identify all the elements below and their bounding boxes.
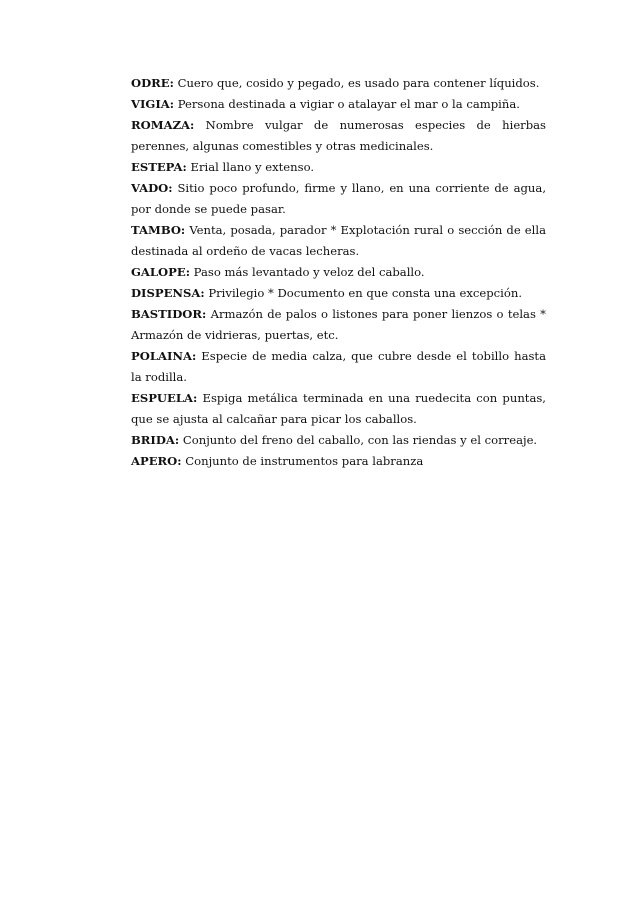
entry-term: APERO: xyxy=(131,454,182,468)
glossary-entry-estepa xyxy=(131,157,546,178)
entry-definition: Conjunto de instrumentos para labranza xyxy=(185,454,424,468)
entry-definition: Privilegio * Documento en que consta una excepción. xyxy=(208,286,523,300)
glossary-entry-espuela xyxy=(131,388,546,430)
entry-term: ESPUELA: xyxy=(131,391,198,405)
entry-definition: Erial llano y extenso. xyxy=(190,160,315,174)
entry-definition: Espiga metálica terminada en una ruedecita con puntas, que se ajusta al calcañar para picar los caballos. xyxy=(131,391,546,426)
glossary-entry-romaza xyxy=(131,115,546,157)
entry-term: ROMAZA: xyxy=(131,118,195,132)
glossary-entry-apero xyxy=(131,451,546,472)
glossary-entry-galope xyxy=(131,262,546,283)
glossary-entry-vado xyxy=(131,178,546,220)
entry-term: ODRE: xyxy=(131,76,174,90)
glossary-list xyxy=(131,73,546,472)
entry-term: POLAINA: xyxy=(131,349,197,363)
glossary-entry-brida xyxy=(131,430,546,451)
glossary-entry-dispensa xyxy=(131,283,546,304)
entry-term: DISPENSA: xyxy=(131,286,205,300)
entry-term: VADO: xyxy=(131,181,173,195)
entry-term: VIGIA: xyxy=(131,97,175,111)
entry-definition: Especie de media calza, que cubre desde el tobillo hasta la rodilla. xyxy=(131,349,546,384)
entry-term: BRIDA: xyxy=(131,433,180,447)
entry-term: GALOPE: xyxy=(131,265,190,279)
glossary-entry-polaina xyxy=(131,346,546,388)
entry-term: BASTIDOR: xyxy=(131,307,207,321)
glossary-entry-vigia xyxy=(131,94,546,115)
glossary-entry-odre xyxy=(131,73,546,94)
entry-definition: Paso más levantado y veloz del caballo. xyxy=(193,265,425,279)
entry-definition: Armazón de palos o listones para poner lienzos o telas * Armazón de vidrieras, puertas, etc. xyxy=(131,307,546,342)
glossary-entry-tambo xyxy=(131,220,546,262)
entry-definition: Persona destinada a vigiar o atalayar el mar o la campiña. xyxy=(177,97,520,111)
entry-term: ESTEPA: xyxy=(131,160,187,174)
entry-definition: Conjunto del freno del caballo, con las riendas y el correaje. xyxy=(182,433,538,447)
entry-term: TAMBO: xyxy=(131,223,186,237)
entry-definition: Sitio poco profundo, firme y llano, en una corriente de agua, por donde se puede pasar. xyxy=(131,181,547,216)
entry-definition: Venta, posada, parador * Explotación rural o sección de ella destinada al ordeño de vacas lecheras. xyxy=(131,223,547,258)
entry-definition: Cuero que, cosido y pegado, es usado para contener líquidos. xyxy=(177,76,540,90)
glossary-entry-bastidor xyxy=(131,304,546,346)
entry-definition: Nombre vulgar de numerosas especies de hierbas perennes, algunas comestibles y otras medicinales. xyxy=(131,118,547,153)
